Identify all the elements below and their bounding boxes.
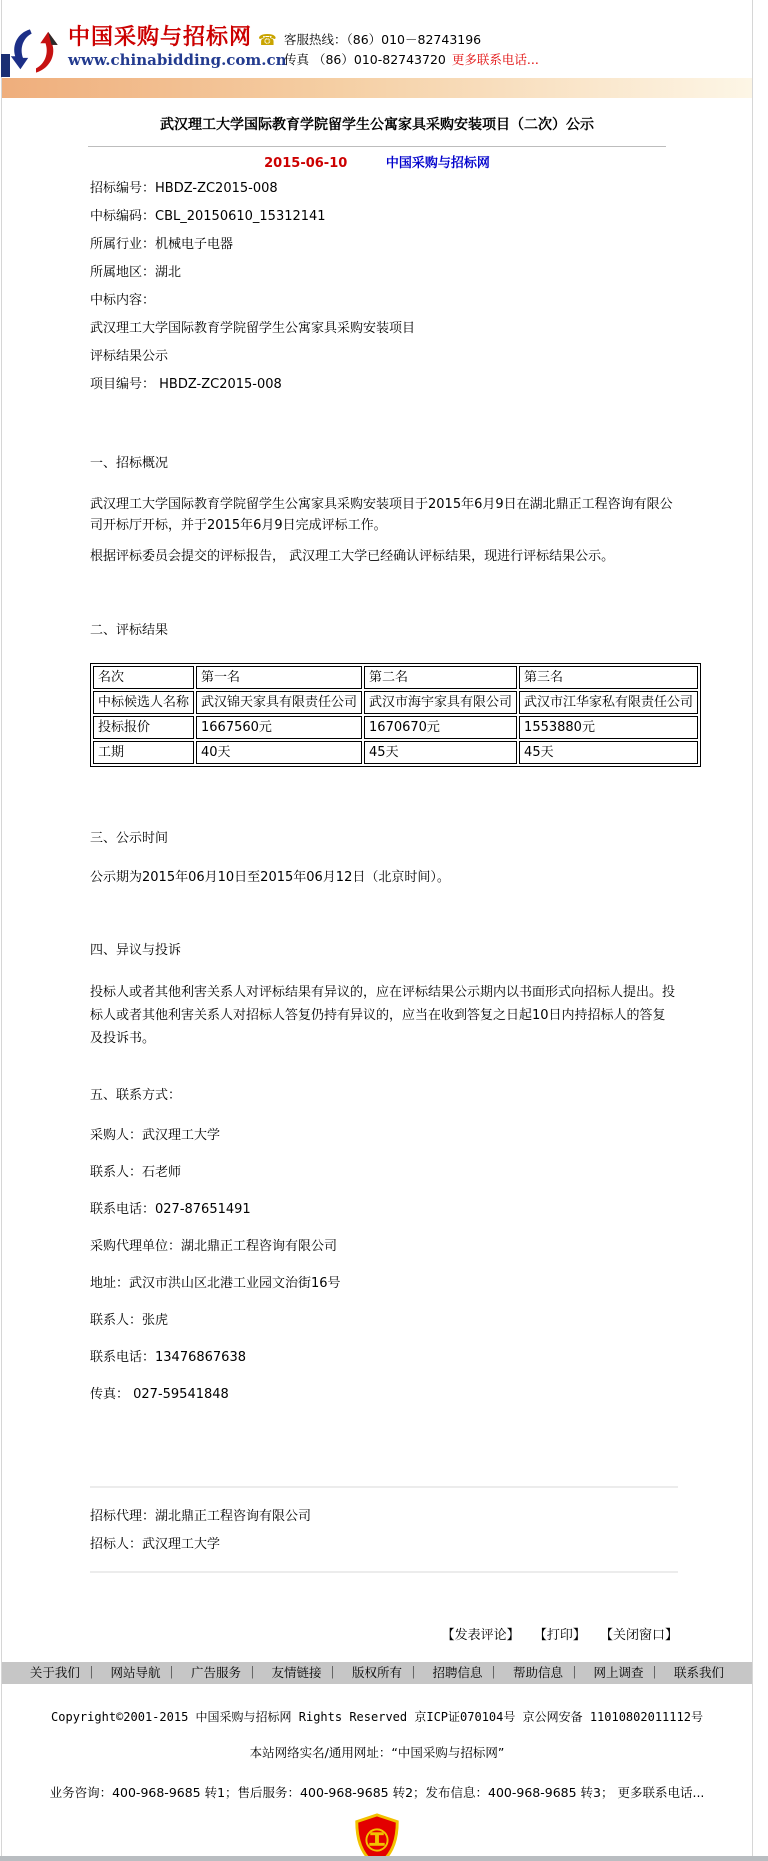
meta-list: [90, 181, 678, 392]
table-cell: 第一名: [196, 666, 362, 689]
table-cell: 第三名: [519, 666, 698, 689]
table-cell: 武汉锦天家具有限责任公司: [196, 691, 362, 714]
fax-row: [258, 50, 539, 70]
orange-divider-bar: [2, 77, 752, 98]
table-row: [93, 741, 698, 764]
logo-site-name: 中国采购与招标网: [68, 25, 253, 50]
table-cell: 1667560元: [196, 716, 362, 739]
fax-text: 传真 （86）010-82743720: [284, 52, 446, 67]
title-divider: [88, 146, 666, 147]
footer-link-copyright[interactable]: 版权所有 ｜: [350, 1665, 427, 1680]
agency-line: 采购代理单位：湖北鼎正工程咨询有限公司: [90, 1239, 338, 1254]
table-cell: 1553880元: [519, 716, 698, 739]
footer-link-help[interactable]: 帮助信息 ｜: [511, 1665, 588, 1680]
footer-link-survey[interactable]: 网上调查 ｜: [592, 1665, 669, 1680]
table-row: [93, 691, 698, 714]
meta-region: 所属地区：湖北: [90, 265, 182, 280]
action-buttons: [90, 1628, 678, 1643]
close-window-button[interactable]: 【关闭窗口】: [599, 1628, 678, 1643]
meta-project-no: 项目编号： HBDZ-ZC2015-008: [90, 377, 282, 392]
meta-content-label: 中标内容：: [90, 293, 156, 308]
tenderee-line: 招标人：武汉理工大学: [90, 1537, 221, 1552]
meta-tender-no: 招标编号：HBDZ-ZC2015-008: [90, 181, 278, 196]
section4-paragraph1: 投标人或者其他利害关系人对评标结果有异议的，应在评标结果公示期内以书面形式向招标人提出。投标人或者其他利害关系人对招标人答复仍持有异议的，应当在收到答复之日起10日内持招标人的答复及投诉书。: [90, 985, 676, 1046]
section-divider: [90, 1486, 678, 1488]
footer-link-sitemap[interactable]: 网站导航 ｜: [108, 1665, 185, 1680]
table-cell: 40天: [196, 741, 362, 764]
table-row: [93, 666, 698, 689]
more-phones-link[interactable]: 更多联系电话...: [451, 52, 539, 67]
table-cell: 工期: [93, 741, 194, 764]
print-button[interactable]: 【打印】: [533, 1628, 586, 1643]
contact-person-line: 联系人：石老师: [90, 1165, 182, 1180]
site-name-line: 本站网络实名/通用网址：“中国采购与招标网”: [249, 1745, 505, 1760]
section1-paragraph2: 根据评标委员会提交的评标报告， 武汉理工大学已经确认评标结果，现进行评标结果公示。: [90, 549, 615, 564]
source-site-link[interactable]: 中国采购与招标网: [385, 156, 490, 171]
article-body: [90, 181, 694, 1643]
table-cell: 45天: [364, 741, 517, 764]
post-comment-button[interactable]: 【发表评论】: [441, 1628, 520, 1643]
table-cell: 中标候选人名称: [93, 691, 194, 714]
footer-link-ads[interactable]: 广告服务 ｜: [189, 1665, 266, 1680]
table-cell: 武汉市江华家私有限责任公司: [519, 691, 698, 714]
header-contact: [258, 30, 539, 70]
logo-text: [68, 26, 287, 70]
page-title: 武汉理工大学国际教育学院留学生公寓家具采购安装项目（二次）公示: [160, 117, 594, 133]
agency-phone-line: 联系电话：13476867638: [90, 1350, 246, 1365]
address-line: 地址：武汉市洪山区北港工业园文治街16号: [90, 1276, 341, 1291]
table-cell: 1670670元: [364, 716, 517, 739]
meta-industry: 所属行业：机械电子电器: [90, 237, 234, 252]
table-cell: 45天: [519, 741, 698, 764]
footer-link-about[interactable]: 关于我们 ｜: [28, 1665, 105, 1680]
section3-paragraph1: 公示期为2015年06月10日至2015年06月12日（北京时间）。: [90, 870, 450, 885]
section1-paragraph1: 武汉理工大学国际教育学院留学生公寓家具采购安装项目于2015年6月9日在湖北鼎正工程咨询有限公司开标厅开标，并于2015年6月9日完成评标工作。: [90, 497, 673, 533]
copyright-line: Copyright©2001-2015 中国采购与招标网 Rights Reserved 京ICP证070104号 京公网安备 11010802011112号: [51, 1710, 703, 1724]
meta-result-title: 评标结果公示: [90, 349, 169, 364]
footer-nav-bar: [2, 1662, 752, 1684]
hotline-text: 客服热线：（86）010－82743196: [284, 32, 482, 47]
hotline-row: [258, 30, 539, 50]
section3-heading: 三、公示时间: [90, 831, 169, 846]
site-header: [2, 0, 752, 77]
section-divider: [90, 1571, 678, 1573]
table-row: [93, 716, 698, 739]
section2-heading: 二、评标结果: [90, 623, 169, 638]
bottom-edge-strip: [0, 1856, 768, 1861]
section5-heading: 五、联系方式：: [90, 1088, 182, 1103]
fax-line: 传真： 027-59541848: [90, 1387, 229, 1402]
evaluation-results-table: [90, 663, 701, 767]
logo-site-url: www.chinabidding.com.cn: [68, 51, 287, 69]
section1-heading: 一、招标概况: [90, 456, 169, 471]
meta-award-code: 中标编码：CBL_20150610_15312141: [90, 209, 326, 224]
site-logo[interactable]: [10, 26, 287, 76]
verification-badge-area: [2, 1813, 752, 1861]
table-cell: 第二名: [364, 666, 517, 689]
purchaser-line: 采购人：武汉理工大学: [90, 1128, 221, 1143]
publish-date: 2015-06-10: [264, 156, 348, 171]
footer-link-friends[interactable]: 友情链接 ｜: [269, 1665, 346, 1680]
navy-corner-block: [1, 54, 10, 77]
footer-link-contact[interactable]: 联系我们: [674, 1665, 725, 1680]
contact-block: [90, 1128, 678, 1402]
footer-link-jobs[interactable]: 招聘信息 ｜: [431, 1665, 508, 1680]
table-cell: 投标报价: [93, 716, 194, 739]
date-source-line: [2, 156, 752, 172]
service-phones-line: 业务咨询：400-968-9685 转1；售后服务：400-968-9685 转2；发布信息：400-968-9685 转3； 更多联系电话...: [49, 1785, 705, 1800]
telephone-icon: ☎: [258, 31, 277, 49]
meta-project-name: 武汉理工大学国际教育学院留学生公寓家具采购安装项目: [90, 321, 416, 336]
content-frame: [1, 0, 753, 1861]
agency-contact-line: 联系人：张虎: [90, 1313, 169, 1328]
table-cell: 武汉市海宇家具有限公司: [364, 691, 517, 714]
section4-heading: 四、异议与投诉: [90, 943, 182, 958]
table-cell: 名次: [93, 666, 194, 689]
tender-agent-line: 招标代理：湖北鼎正工程咨询有限公司: [90, 1509, 312, 1524]
logo-arrows-icon: [10, 26, 62, 76]
contact-phone-line: 联系电话：027-87651491: [90, 1202, 251, 1217]
